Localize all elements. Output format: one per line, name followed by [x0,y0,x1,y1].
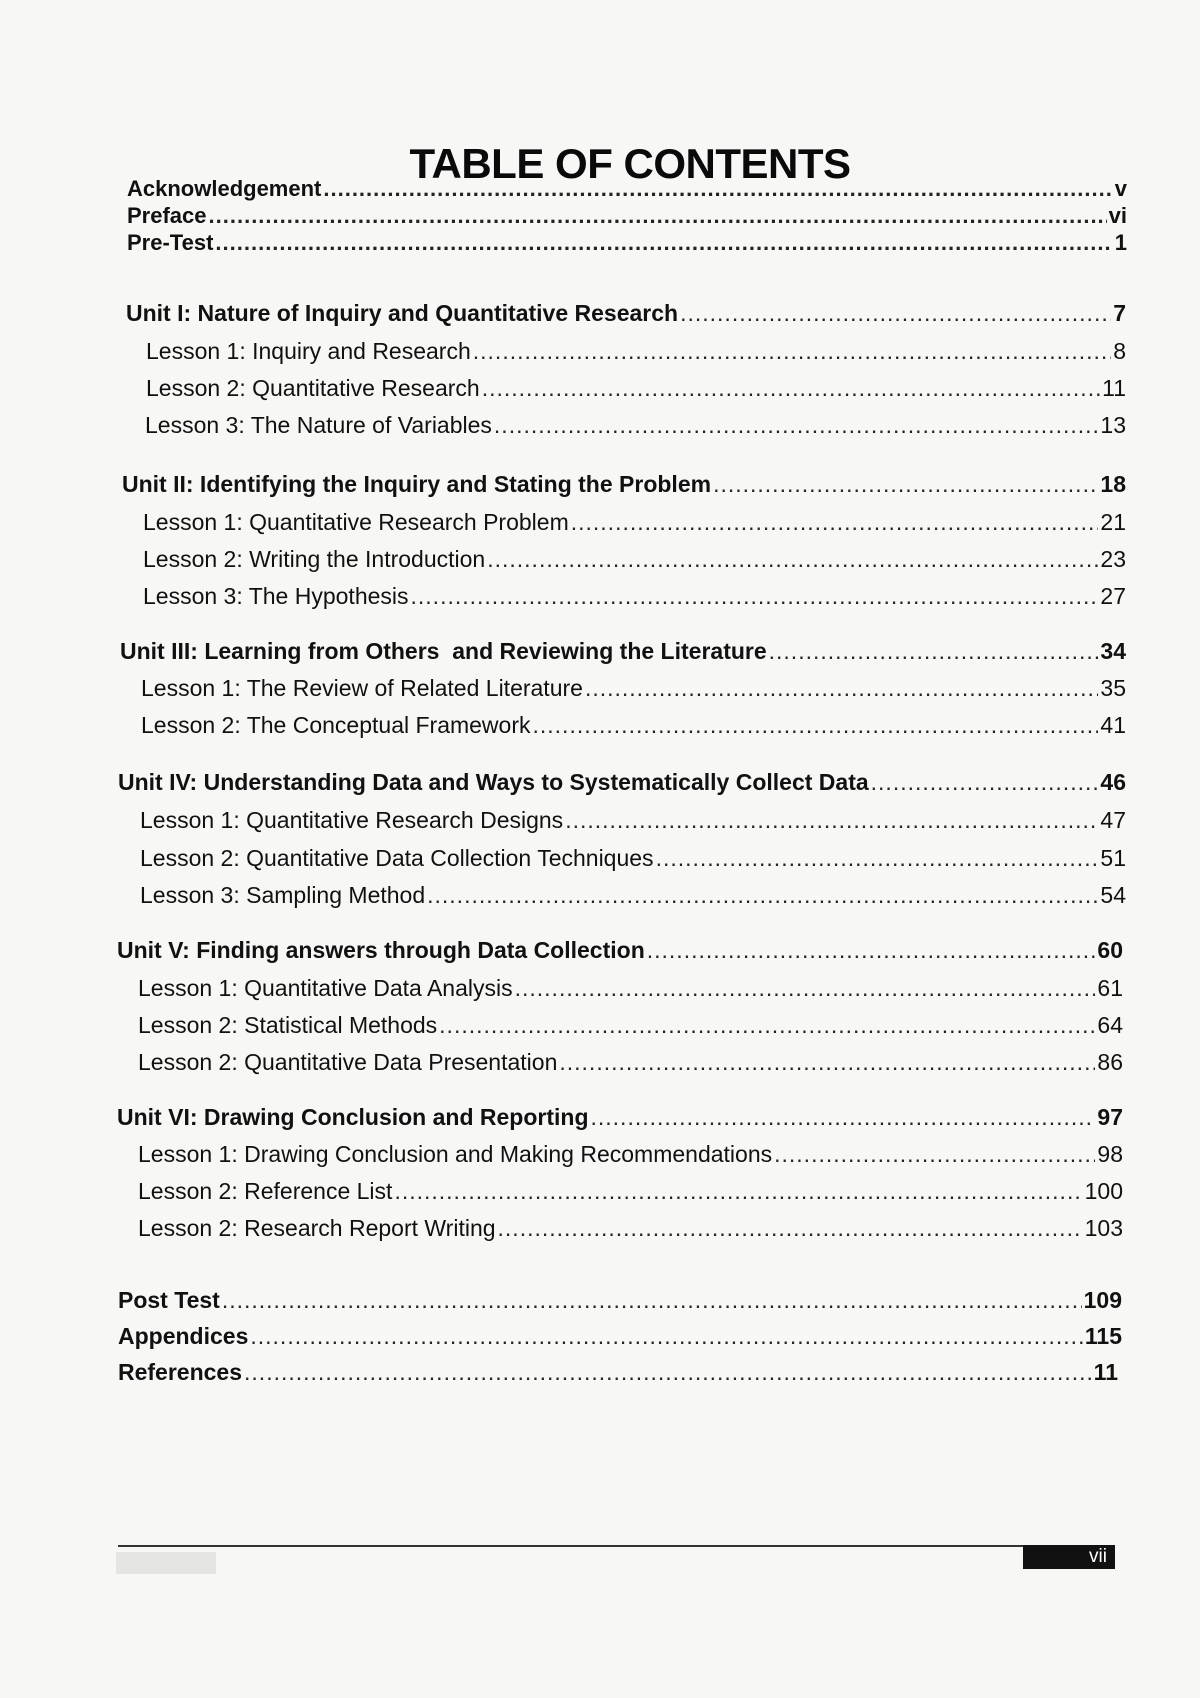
toc-lesson-6-2: Lesson 2: Reference List ..... 100 [138,1178,1123,1205]
toc-lesson-3-2: Lesson 2: The Conceptual Framework ..... 41 [141,712,1126,739]
toc-lesson-2-1: Lesson 1: Quantitative Research Problem ..... 21 [143,509,1126,536]
toc-lesson-6-1: Lesson 1: Drawing Conclusion and Making Recommendations ..... 98 [138,1141,1123,1168]
footer-rule [118,1545,1050,1547]
toc-lesson-4-2: Lesson 2: Quantitative Data Collection Techniques ..... 51 [140,845,1126,872]
toc-entry-preface: Preface ..... vi [127,203,1127,229]
toc-lesson-3-1: Lesson 1: The Review of Related Literature ..... 35 [141,675,1126,702]
toc-lesson-5-3: Lesson 2: Quantitative Data Presentation ..... 86 [138,1049,1123,1076]
toc-entry-appendices: Appendices ..... 115 [118,1323,1122,1350]
toc-lesson-5-2: Lesson 2: Statistical Methods ..... 64 [138,1012,1123,1039]
toc-lesson-1-1: Lesson 1: Inquiry and Research ..... 8 [146,338,1126,365]
toc-lesson-1-2: Lesson 2: Quantitative Research ..... 11 [146,375,1126,402]
page-title: TABLE OF CONTENTS [409,140,851,187]
toc-lesson-2-3: Lesson 3: The Hypothesis ..... 27 [143,583,1126,610]
toc-entry-references: References ..... 11 [118,1359,1118,1386]
toc-unit-2: Unit II: Identifying the Inquiry and Stating the Problem ..... 18 [122,471,1126,498]
page-number-badge: vii [1023,1545,1115,1569]
toc-unit-3: Unit III: Learning from Others and Reviewing the Literature ..... 34 [120,638,1126,665]
toc-lesson-6-3: Lesson 2: Research Report Writing ..... 103 [138,1215,1123,1242]
toc-lesson-1-3: Lesson 3: The Nature of Variables ..... 13 [145,412,1126,439]
toc-unit-4: Unit IV: Understanding Data and Ways to Systematically Collect Data ..... 46 [118,769,1126,796]
toc-entry-pre-test: Pre-Test ..... 1 [127,230,1127,256]
toc-lesson-4-1: Lesson 1: Quantitative Research Designs ..... 47 [140,807,1126,834]
toc-unit-5: Unit V: Finding answers through Data Collection ..... 60 [117,937,1123,964]
toc-entry-post-test: Post Test ..... 109 [118,1287,1122,1314]
toc-unit-1: Unit I: Nature of Inquiry and Quantitative Research ..... 7 [126,300,1126,327]
toc-unit-6: Unit VI: Drawing Conclusion and Reporting ..... 97 [117,1104,1123,1131]
toc-entry-acknowledgement: Acknowledgement ..... v [127,176,1127,202]
toc-lesson-4-3: Lesson 3: Sampling Method ..... 54 [140,882,1126,909]
toc-lesson-2-2: Lesson 2: Writing the Introduction ..... 23 [143,546,1126,573]
toc-lesson-5-1: Lesson 1: Quantitative Data Analysis ..... 61 [138,975,1123,1002]
footer-logo [116,1552,216,1574]
